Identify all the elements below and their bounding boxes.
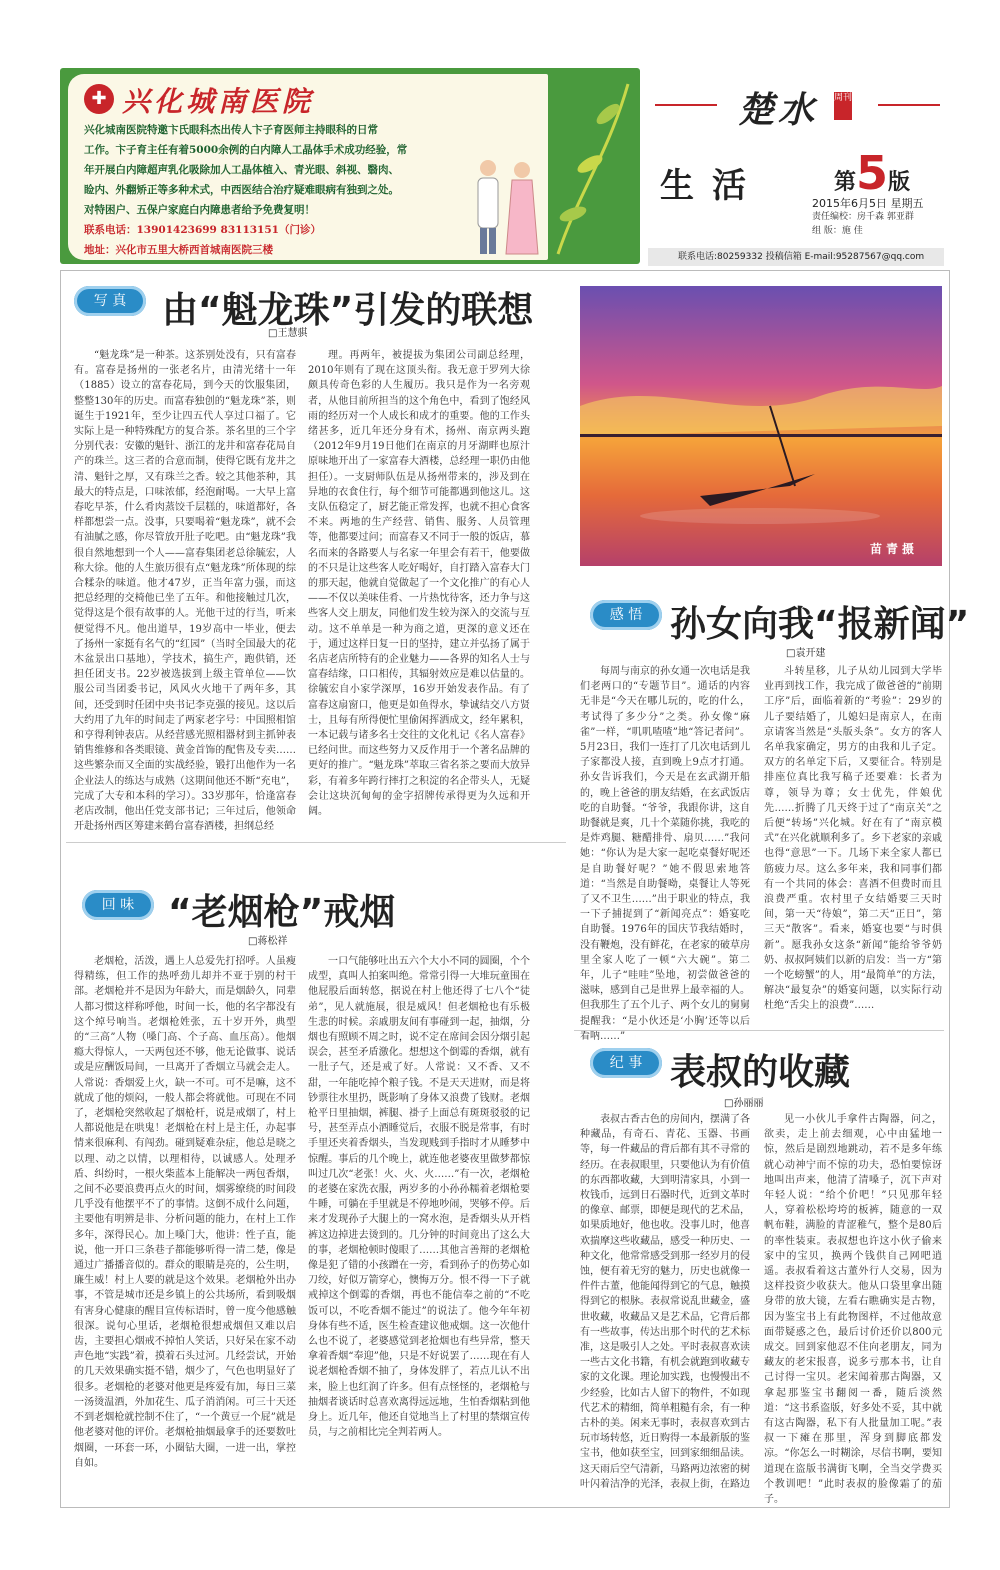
- article-column: 斗转星移，儿子从幼儿园到大学毕业再到找工作，我完成了做爸爸的“前期工序”后，面临着新的“考验”：29岁的儿子要结婚了，儿媳妇是南京人，在南京请客当然是“头版头条”。女方的客人名单我家确定，男方的由我和儿子定。双方的名单定下后，又要征合。特别是排座位真比我写稿子还要难：长者为尊，领导为尊；女士优先，伴娘优先……折腾了几天终于过了“南京关”之后便“转场”兴化城。好在有了“南京模式”在兴化就顺利多了。乡下老家的亲戚也得“意思”一下。几场下来全家人都已筋疲力尽。这么多年来，我和同事们都有一个共同的体会：喜酒不但费时而且浪费严重。农村里子女结婚要三天时间，第一天“待娘”，第二天“正日”，第三天“散客”。看来，婚宴也要“与时俱新”。愿我孙女这条“新闻”能给爷爷奶奶、叔叔阿姨们以新的启发：当一方“第一个吃螃蟹”的人，用“最简单”的方法，解决“最复杂”的婚宴问题，以实际行动杜绝“舌尖上的浪费”……: [764, 666, 942, 1012]
- ad-line: 工作。卞子育主任有着5000余例的白内障人工晶体手术成功经验，常: [84, 144, 408, 156]
- article-tag: 纪 事: [590, 1048, 662, 1078]
- section-divider: [574, 1030, 944, 1031]
- editor-line: 责任编校：房千森 郭亚群: [812, 212, 914, 222]
- ad-line: 对特困户、五保户家庭白内障患者给予免费复明！: [84, 204, 315, 216]
- edition-digit: 5: [856, 146, 889, 200]
- article-title: 表叔的收藏: [670, 1052, 851, 1093]
- ad-body: [84, 120, 474, 260]
- editor-credits: [812, 210, 914, 238]
- issue-date: 2015年6月5日 星期五: [812, 197, 924, 210]
- article-title: “老烟枪”戒烟: [168, 892, 396, 933]
- newspaper-title: 楚水: [738, 89, 819, 131]
- ad-address: 地址：兴化市五里大桥西首城南医院三楼: [84, 244, 273, 256]
- article-byline: □蒋松祥: [248, 936, 288, 947]
- article-tag: 写 真: [74, 286, 146, 316]
- article-title: 由“魁龙珠”引发的联想: [162, 290, 534, 331]
- article-tag: 回 味: [82, 890, 154, 920]
- hospital-logo-icon: ✚: [84, 84, 114, 114]
- ad-phone: 联系电话：13901423699 83113151（门诊）: [84, 224, 321, 236]
- article-byline: □袁开建: [786, 648, 826, 659]
- article-byline: □王慧骐: [268, 328, 308, 339]
- sunset-boat-photo: [580, 286, 942, 566]
- article-column: 一口气能够吐出五六个大小不同的圆圈，个个成型，真叫人拍案叫绝。常常引得一大堆玩童围在他屁股后面转悠，据说在村上他还得了七八个“徒弟”，见人就施展，很是威风！但老烟枪也有乐极生悲的时候。亲戚朋友间有事碰到一起，抽烟，分烟也有照顾不周之时，说不定在席间会因分烟引起误会，甚至矛盾激化。想想这个倒霉的香烟，就有一肚子气，还是戒了好。人常说：又不香、又不甜，一年能吃掉个粮子钱。不是天天进财，而是将钞票往水里扔，既影响了身体又浪费了钱财。老烟枪平日里抽烟，裤腿、褂子上面总有斑斑驳驳的记号，甚至弄点小酒睡觉后，衣服不脱是常事，有时手里还夹着香烟头，当发现贱到手指时才从睡梦中惊醒。事后的几个晚上，就连他老婆夜里做梦都惊叫过几次“老张！火、火、火……”有一次，老烟枪的老婆在家洗衣服，两岁多的小孙孙糯着老烟枪要牛睡，可躺在手里就是不停地吵闹，哭够不停。后来才发现孙子大腿上的一窝水泡，是香烟头从开档裤这边掉进去烫到的。几分钟的时间竟出了这么大的事，老烟枪顿时傻眼了……其他言善辩的老烟枪像是犯了错的小孩蹭在一旁，看到孙子的伤势心如刀绞，好似万箭穿心，懊悔万分。恨不得一下子就戒掉这个倒霉的香烟，再也不能信奉之前的“不吃饭可以，不吃香烟不能过”的说法了。他今年年初身体有些不适，医生检查建议他戒烟。这一次他什么也不说了，老婆感觉到老抢烟也有些异常，整天拿着香烟“奉迎”他，只是不好说罢了……现在有人说老烟枪香烟不抽了，身体发胖了，若点儿认不出来，脸上也红润了许多。但有点怪怪的，老烟枪与抽烟者谈话时总喜欢离得远远地，生怕香烟粘到他身上。近几年，他还自觉地当上了村里的禁烟宣传员，与之前相比完全判若两人。: [308, 956, 530, 1439]
- article-column: 见一小伙儿手拿件古陶器，问之，欲卖，走上前去细观，心中由猛地一惊，然后是剧烈地跳动，若不是多年练就心动神宁而不惊的功夫，恐怕要惊讶地叫出声来，他清了清嗓子，沉下声对年轻人说：“给个价吧！”只见那年轻人，穿着松松垮垮的板裤，随意的一双帆布鞋，满脸的青涩稚气，整个是80后的率性装束。表叔想也许这小伙子偷来家中的宝贝，换两个钱供自己网吧逍遥。表叔看着这古董外行人交易，因为这样投资少收获大。他从口袋里拿出随身带的放大镜，左看右瞧确实是古物，因为鉴宝书上有此物图样，不过他故意面带疑惑之色，最后讨价还价以800元成交。回到家他忍不住向老朋友，同为藏友的老宋报喜，说多亏那本书，让自己讨得一宝贝。老宋闻着那古陶器，又拿起那鉴宝书翻阅一番，随后淡然道：“这书系盗版，好多处不妥，其中就有这古陶器，私下有人批量加工呢。”表叔一下瘫在那里，浑身到脚底都发凉。“你怎么一时糊涂，尽信书啊，要知道现在盗版书满街飞啊，全当交学费买个教训吧！”此时表叔的脸像霜了的茄子。: [764, 1114, 942, 1506]
- leaf-decoration-icon: [548, 74, 634, 260]
- article-title: 孙女向我“报新闻”: [670, 604, 970, 645]
- masthead-rule-left: [655, 104, 717, 106]
- doctor-illustration-icon: [470, 150, 542, 258]
- article-column: 理。再两年，被提拔为集团公司副总经理，2010年则有了现在这顶头衔。我无意于罗列大徐颇具传奇色彩的人生履历。我只是作为一名旁观者，从他目前所担当的这个角色中，看到了饱经风雨的经历对一个人成长和成才的重要。他的工作头绪甚多，近几年还分身有术，扬州、南京两头跑（2012年9月19日他们在南京的月牙湖畔也原汁原味地开出了一家富春大酒楼，总经理一职仍由他担任）。一支厨师队伍是从扬州带来的，涉及到在异地的衣食住行，每个细节可能都遇到他这儿。这支队伍稳定了，厨艺能正常发挥，也就不担心食客不来。两地的生产经营、销售、服务、人员管理等，他都要过问；而富春又不同于一般的饭店，慕名而来的各路要人与名家一年里会有若干，他要做的不只是让这些客人吃好喝好，自打踏入富春大门的那天起，他就自觉做起了一个文化推广的有心人——不仅以美味佳肴、一片热忱待客，还力争与这些客人交上朋友，同他们发生较为深入的交流与互动。这不单单是一种为商之道，更深的意义还在于，通过这样日复一日的坚持，建立并弘扬了属于名店老店所特有的企业魅力——各界的知名人士与富春结缘，口口相传，其辐射效应是难以估量的。徐毓宏自小家学深厚，16岁开始发表作品。有了富春这扇窗口，他更是如鱼得水，挚诚结交八方贤士，且每有所得便忙里偷闲挥洒成文，经年累积，一本记载与诸多名士交往的文化札记《名人富春》已经问世。而这些努力又反作用于一个著名品牌的更好的推广。“魁龙珠”萃取三省名茶之要而大放异彩，有着多年跨行摔打之积淀的名企带头人，无疑会让这块沉甸甸的金字招牌传承得更为久远和开阔。: [308, 350, 530, 818]
- article-column: 老烟枪，活泼，遇上人总爱先打招呼。人虽瘦得精练，但工作的热呼劲儿却并不亚于别的村干部。老烟枪并不是因为年龄大，而是烟龄久，同辈人都习惯这样称呼他，时间一长，他的名字都没有这个绰号响当。老烟枪姓张，五十岁开外，典型的“三高”人物（嗓门高、个子高、血压高）。他烟瘾大得惊人，一天两包还不够，他无论做事、说话或是应酬饭局间，一旦离开了香烟立马就会走人。人常说：香烟爱上火，缺一不可。可不是嘛，这不就成了他的烦闷，一般人都会将就他。可现在不同了，老烟枪突然收起了烟枪杆，说是戒烟了，村上人都说他是在哄鬼！老烟枪在村上是主任，办起事情来很麻利、有闯劲。碰到疑难杂症，他总是晓之以理、动之以情，以理相待，以诚感人。处理矛盾、纠纷时，一根火柴蓝本上能解决一两包香烟，之间不必要浪费再点火的时间，烟雾缭绕的时间段几乎没有他摆平不了的事情。这倒不成什么问题，主要他有明辨是非、分析问题的能力，在村上工作多年，深得民心。加上嗓门大，他讲：性子直，能说，他一开口三条巷子都能够听得一清二楚，像是通过广播播音似的。群众的眼睛是亮的，公生明，廉生威！村上人要的就是这个效果。老烟枪外出办事，不管是城市还是乡镇上的公共场所，看到吸烟有害身心健康的醒目宣传标语时，曾一度今他感触很深。说句心里话，老烟枪很想戒烟但又难以启齿，主要担心烟戒不掉怕人笑话，只好呆在家不动声色地“实践”着，摸着石头过河。几经尝试，开始的几天效果确实挺不错，烟少了，气色也明显好了很多。老烟枪的老婆对他更是疼爱有加，每日三菜一汤烫温酒，外加花生、瓜子消消闲。可三十天还不到老烟枪就控制不住了，“一个黄豆一个屁”就是他老婆对他的评价。老烟枪抽烟最拿手的还要数吐烟圈，一环套一环，小圈钻大圈，一进一出，掌控自如。: [74, 956, 296, 1469]
- section-divider: [66, 842, 566, 843]
- masthead-rule-right: [878, 104, 940, 106]
- ad-line: 睑内、外翻矫正等多种术式，中西医结合治疗疑难眼病有独到之处。: [84, 184, 399, 196]
- contact-bar: 联系电话:80259332 投稿信箱 E-mail:95287567@qq.com: [648, 248, 944, 266]
- weekly-badge: 周刊: [834, 92, 852, 120]
- section-name: 生活: [660, 166, 764, 206]
- article-tag: 感 悟: [590, 600, 662, 630]
- edition-number: [834, 146, 910, 200]
- ad-line: 年开展白内障超声乳化吸除加人工晶体植入、青光眼、斜视、翳肉、: [84, 164, 399, 176]
- edition-suffix: 版: [888, 169, 911, 195]
- photo-credit: 苗青摄: [870, 542, 919, 556]
- article-column: “魁龙珠”是一种茶。这茶别处没有，只有富春有。富春是扬州的一张老名片，由清光绪十一年（1885）设立的富春花局，到今天的饮服集团，整整130年的历史。而富春独创的“魁龙珠”茶，则诞生于1921年，至少让四五代人享过口福了。它实际上是一种特殊配方的复合茶。茶名里的三个字分别代表：安徽的魁针、浙江的龙井和富春花局自产的珠兰。这三者的合意而制，使得它既有龙井之清、魁针之厚，又有珠兰之香。较之其他茶种，其最大的特点是，口味浓郁，经泡耐喝。一大早上富春吃早茶，什么肴肉蒸饺千层糕的，味道都好，各样都想尝一点。没事，只要喝着“魁龙珠”，就不会有油腻之感，你尽管放开肚子吃吧。由“魁龙珠”我很自然地想到一个人——富春集团老总徐毓宏，人称大徐。他的人生旅历很有点“魁龙珠”所体现的综合糅杂的味道。他才47岁，正当年富力强，而这把总经理的交椅他已坐了五年。和他接触过几次，觉得这是个很有故事的人。光他干过的行当，听来便觉得不凡。他出道早，19岁高中一毕业，便去了扬州一家挺有名气的“红园”（当时全国最大的花木盆景出口基地），学技术，搞生产，跑供销，还担任团支书。22岁被选拔到上级主管单位——饮服公司当团委书记，风风火火地干了两年多，其间，还受到时任团中央书记李克强的接见。这以后大约用了九年的时间走了两家老字号：中国照相馆和亨得利钟表店。从经营感光照相器材到主抓钟表销售维修和各类眼镜、黄金首饰的配售及专卖……这些繁杂而又全面的实战经验，锻打出他作为一名企业法人的练达与成熟（这期间他还不断“充电”，完成了大专和本科的学习）。33岁那年，恰逢富春老店改制，他出任党支部书记；三年过后，他领命开赴扬州西区筹建来鹤台富春酒楼，担纲总经: [74, 350, 296, 833]
- edition-prefix: 第: [834, 169, 857, 195]
- hospital-name: 兴化城南医院: [122, 85, 315, 118]
- article-column: 表叔古香古色的房间内，摆满了各种藏品，有奇石、青花、玉器、书画等，每一件藏品的背后都有其不寻常的经历。在表叔眼里，只要他认为有价值的东西都收藏，大到明清家具，小到一枚钱币，远到日石器时代，近到文革时的像章、邮票，即便是现代的艺术品，如果质地好，他也收。没事儿时，他喜欢揣摩这些收藏品，感受一种历史、一种文化，他常常感受到那一经岁月的侵蚀，便有着无穷的魅力，历史也就像一件件古董，他能闻得到它的气息，触摸得到它的根脉。表叔常说乱世藏金，盛世收藏，收藏品又是艺术品，它背后都有一些故事，传达出那个时代的艺术标准，这是吸引人之处。平时表叔喜欢读一些古文化书籍，有机会就跑到收藏专家的文化课。理论加实践，也慢慢出不少经验，比如古人留下的物件，不如现代艺术的精细，简单粗糙有余，有一种古朴的美。闲来无事时，表叔喜欢到古玩市场转悠，近日购得一本最新版的鉴宝书，他如获至宝，回到家细细品读。这天雨后空气清新，马路两边浓密的树叶闪着洁净的光泽，表叔上街，在路边: [580, 1114, 750, 1490]
- article-byline: □孙丽丽: [724, 1098, 764, 1109]
- article-column: 每周与南京的孙女通一次电话是我们老两口的“专题节目”。通话的内容无非是“今天在哪儿玩的，吃的什么，考试得了多少分”之类。孙女像“麻雀”一样，“叽叽喳喳”地“答记者问”。5月23日，我们一连打了几次电话到儿子家都没人接，直到晚上9点才打通。孙女告诉我们，今天是在玄武湖开船的，晚上爸爸的朋友结婚，在玄武饭店吃的自助餐。“爷爷，我跟你讲，这自助餐就是爽，几十个菜随你挑，我吃的是炸鸡腿、糖醋排骨、扇贝……”我问她：“你认为是大家一起吃桌餐好呢还是自助餐好呢？”她不假思索地答道：“当然是自助餐呦，桌餐让人等死了又不卫生……”出于职业的特点，我一下子捕捉到了“新闻亮点”：婚宴吃自助餐。1976年的国庆节我结婚时，没有鞭炮，没有鲜花，在老家的破草房里全家人吃了一顿“六大碗”。第二年，儿子“哇哇”坠地，初尝做爸爸的滋味，感到自己是世界上最幸福的人。但我那生了五个儿子、两个女儿的舅舅提醒我：“是小伙还是‘小胸’还等以后看呐……”: [580, 666, 750, 1042]
- ad-line: 兴化城南医院特邀卞氏眼科杰出传人卞子育医师主持眼科的日常: [84, 124, 378, 136]
- layout-line: 组 版：施 佳: [812, 226, 863, 236]
